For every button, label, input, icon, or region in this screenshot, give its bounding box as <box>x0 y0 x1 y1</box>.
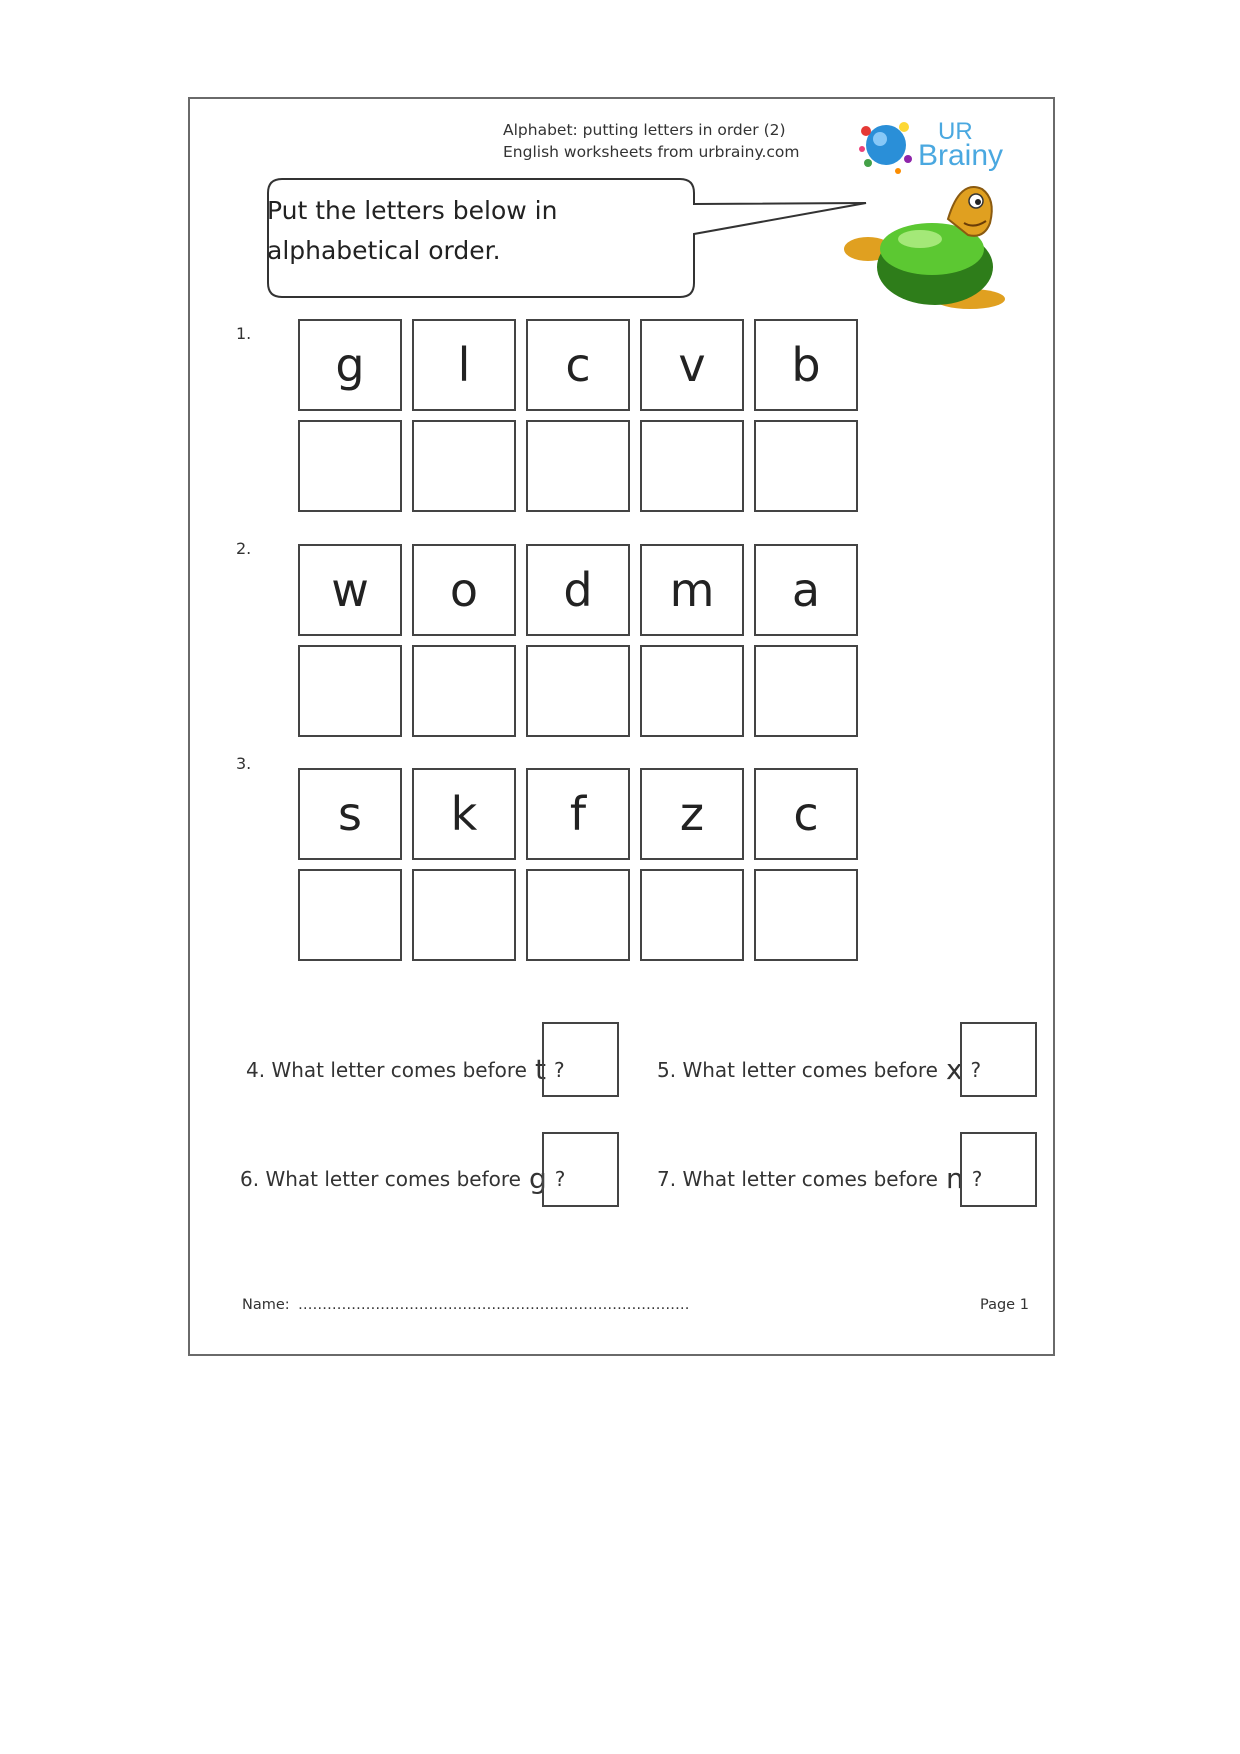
instruction-text: Put the letters below in alphabetical order. <box>267 196 558 265</box>
question-4 <box>246 1053 565 1086</box>
question-number: 6. <box>240 1166 260 1191</box>
answer-cell[interactable] <box>526 645 630 737</box>
worksheet-title: Alphabet: putting letters in order (2) <box>503 121 786 139</box>
letter-cell: w <box>298 544 402 636</box>
question-text: What letter comes before <box>271 1057 527 1082</box>
answer-box-6[interactable] <box>542 1132 619 1207</box>
question-suffix: ? <box>971 1166 983 1191</box>
letter-cell: z <box>640 768 744 860</box>
answer-cell[interactable] <box>754 420 858 512</box>
question-number: 5. <box>657 1057 677 1082</box>
question-text: What letter comes before <box>682 1166 938 1191</box>
answer-cell[interactable] <box>298 645 402 737</box>
question-1-answers <box>298 420 858 512</box>
question-number: 4. <box>246 1057 266 1082</box>
name-field[interactable]: ……………………………………………………………………… <box>298 1297 690 1313</box>
answer-box-5[interactable] <box>960 1022 1037 1097</box>
letter-cell: v <box>640 319 744 411</box>
question-suffix: ? <box>554 1166 566 1191</box>
turtle-mascot-icon <box>840 179 1030 319</box>
letter-cell: a <box>754 544 858 636</box>
worksheet <box>188 97 1055 1356</box>
question-letter: x <box>945 1053 963 1086</box>
answer-cell[interactable] <box>298 420 402 512</box>
name-label: Name: <box>242 1297 290 1313</box>
question-letter: t <box>534 1053 546 1086</box>
question-2-number: 2. <box>236 539 252 558</box>
letter-cell: m <box>640 544 744 636</box>
answer-cell[interactable] <box>754 869 858 961</box>
question-6 <box>240 1162 565 1195</box>
question-suffix: ? <box>970 1057 982 1082</box>
question-2-answers <box>298 645 858 737</box>
answer-box-4[interactable] <box>542 1022 619 1097</box>
letter-cell: f <box>526 768 630 860</box>
letter-cell: g <box>298 319 402 411</box>
question-letter: g <box>528 1162 547 1195</box>
letter-cell: o <box>412 544 516 636</box>
question-suffix: ? <box>553 1057 565 1082</box>
question-text: What letter comes before <box>265 1166 521 1191</box>
question-2-letters <box>298 544 858 636</box>
answer-cell[interactable] <box>754 645 858 737</box>
answer-cell[interactable] <box>640 869 744 961</box>
letter-cell: c <box>754 768 858 860</box>
letter-cell: l <box>412 319 516 411</box>
question-1-number: 1. <box>236 324 252 343</box>
letter-cell: d <box>526 544 630 636</box>
answer-cell[interactable] <box>526 869 630 961</box>
answer-cell[interactable] <box>640 645 744 737</box>
question-5 <box>657 1053 981 1086</box>
question-letter: n <box>945 1162 964 1195</box>
answer-box-7[interactable] <box>960 1132 1037 1207</box>
letter-cell: c <box>526 319 630 411</box>
question-3-number: 3. <box>236 754 252 773</box>
answer-cell[interactable] <box>412 645 516 737</box>
worksheet-subtitle: English worksheets from urbrainy.com <box>503 143 800 161</box>
question-3-letters <box>298 768 858 860</box>
answer-cell[interactable] <box>412 420 516 512</box>
logo-text-top: UR <box>938 118 973 145</box>
page-number: Page 1 <box>980 1297 1029 1313</box>
answer-cell[interactable] <box>526 420 630 512</box>
answer-cell[interactable] <box>412 869 516 961</box>
question-3-answers <box>298 869 858 961</box>
logo-text-bottom: Brainy <box>918 139 1004 172</box>
question-1-letters <box>298 319 858 411</box>
letter-cell: b <box>754 319 858 411</box>
question-number: 7. <box>657 1166 677 1191</box>
letter-cell: s <box>298 768 402 860</box>
letter-cell: k <box>412 768 516 860</box>
question-7 <box>657 1162 982 1195</box>
question-text: What letter comes before <box>682 1057 938 1082</box>
answer-cell[interactable] <box>298 869 402 961</box>
answer-cell[interactable] <box>640 420 744 512</box>
